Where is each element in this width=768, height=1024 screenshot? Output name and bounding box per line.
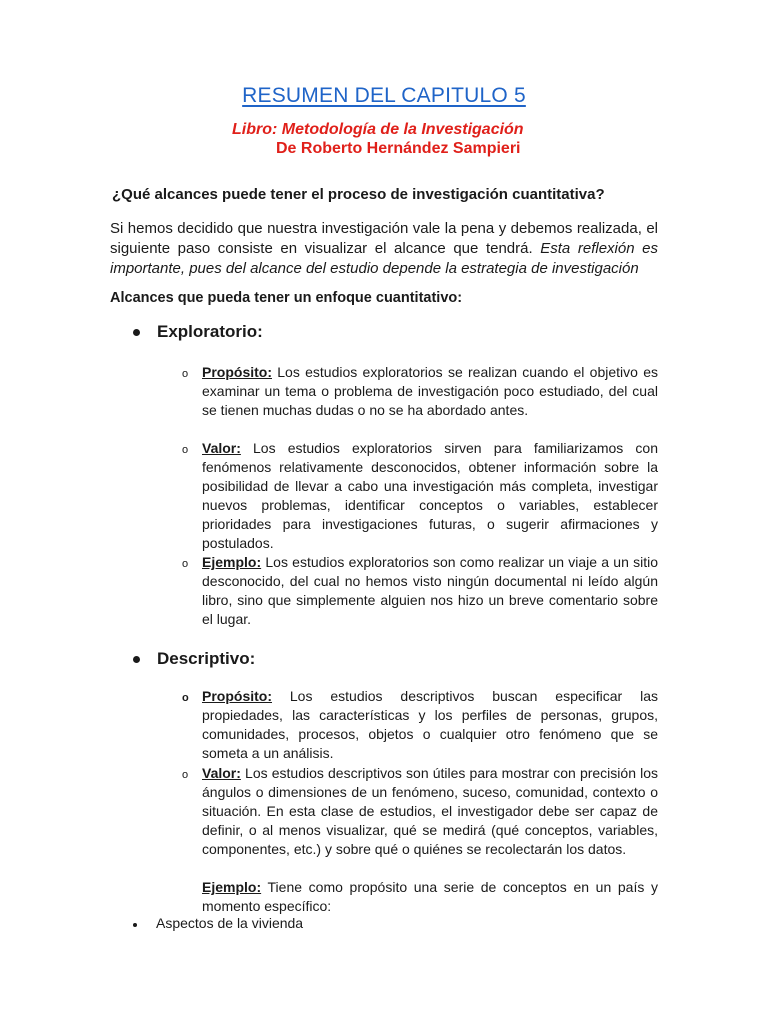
list-item-ejemplo — [202, 878, 658, 916]
item-term: Propósito: — [202, 364, 272, 380]
item-term: Propósito: — [202, 688, 272, 704]
list-item-valor — [202, 764, 658, 859]
list-marker: o — [182, 368, 189, 380]
document-title: RESUMEN DEL CAPITULO 5 — [242, 84, 526, 107]
item-term: Valor: — [202, 765, 241, 781]
intro-italic-text: Esta reflexión es importante, pues del alcance del estudio depende la estrategia de investigación — [110, 240, 658, 277]
list-item-proposito — [202, 363, 658, 420]
document-page: RESUMEN DEL CAPITULO 5 Libro: Metodología de la Investigación De Roberto Hernández Sampieri ¿Qué alcances puede tener el proceso de investigación cuantitativa? Si hemos decidido que nuestra investigación vale la pena y debemos realizada, el siguiente paso consiste en visualizar el alcance que tendrá. Esta reflexión es importante, pues del alcance del estudio depende la estrategia de investigación Alcances que pueda tener un enfoque cuantitativo: Exploratorio: o Propósito: Los estudios exploratorios se realizan cuando el objetivo es examinar un tema o problema de investigación poco estudiado, del cual se tienen muchas dudas o no se ha abordado antes. o Valor: Los estudios exploratorios sirven para familiarizamos con fenómenos relativamente desconocidos, obtener información sobre la posibilidad de llevar a cabo una investigación más completa, investigar nuevos problemas, identificar conceptos o variables, establecer prioridades para investigaciones futuras, o sugerir afirmaciones y postulados. o Ejemplo: Los estudios exploratorios son como realizar un viaje a un sitio desconocido, del cual no hemos visto ningún documental ni leído algún libro, sino que simplemente alguien nos hizo un breve comentario sobre el lugar. Descriptivo: o Propósito: Los estudios descriptivos buscan especificar las propiedades, las características y los perfiles de personas, grupos, comunidades, procesos, objetos o cualquier otro fenómeno que se someta a un análisis. o Valor: Los estudios descriptivos son útiles para mostrar con precisión los ángulos o dimensiones de un fenómeno, suceso, comunidad, contexto o situación. En esta clase de estudios, el investigador debe ser capaz de definir, o al menos visualizar, qué se medirá (qué conceptos, variables, componentes, etc.) y sobre qué o quiénes se recolectarán los datos. Ejemplo: Tiene como propósito una serie de conceptos en un país y momento específico: Aspectos de la vivienda — [0, 0, 768, 1024]
item-text: Los estudios exploratorios sirven para familiarizamos con fenómenos relativamente desconocidos, obtener información sobre la posibilidad de llevar a cabo una investigación más completa, investigar nuevos problemas, identificar conceptos o variables, establecer prioridades para investigaciones futuras, o sugerir afirmaciones y postulados. — [202, 440, 658, 551]
item-term: Ejemplo: — [202, 879, 262, 895]
item-term: Valor: — [202, 440, 241, 456]
item-text: Los estudios descriptivos buscan especificar las propiedades, las características y los perfiles de personas, grupos, comunidades, procesos, objetos o cualquier otro fenómeno que se someta a un análisis. — [202, 688, 658, 761]
item-text: Tiene como propósito una serie de conceptos en un país y momento específico: — [202, 879, 658, 914]
item-term: Ejemplo: — [202, 554, 262, 570]
book-title: Libro: Metodología de la Investigación — [232, 121, 524, 138]
list-item-proposito — [202, 687, 658, 763]
section-question: ¿Qué alcances puede tener el proceso de investigación cuantitativa? — [112, 186, 605, 203]
list-marker: o — [182, 444, 189, 456]
bullet-icon — [133, 329, 140, 336]
list-marker: o — [182, 769, 189, 781]
subheading: Alcances que pueda tener un enfoque cuantitativo: — [110, 290, 463, 306]
item-text: Los estudios exploratorios se realizan cuando el objetivo es examinar un tema o problema de investigación poco estudiado, del cual se tienen muchas dudas o no se ha abordado antes. — [202, 364, 658, 418]
item-text: Los estudios descriptivos son útiles para mostrar con precisión los ángulos o dimensiones de un fenómeno, suceso, comunidad, contexto o situación. En esta clase de estudios, el investigador debe ser capaz de definir, o al menos visualizar, qué se medirá (qué conceptos, variables, componentes, etc.) y sobre qué o quiénes se recolectarán los datos. — [202, 765, 658, 857]
list-item-ejemplo — [202, 553, 658, 629]
item-text: Los estudios exploratorios son como realizar un viaje a un sitio desconocido, del cual no hemos visto ningún documental ni leído algún libro, sino que simplemente alguien nos hizo un breve comentario sobre el lugar. — [202, 554, 658, 627]
list-marker: o — [182, 558, 189, 570]
list-item-valor — [202, 439, 658, 553]
bullet-icon — [133, 923, 137, 927]
list-marker: o — [182, 692, 189, 704]
book-author: De Roberto Hernández Sampieri — [276, 140, 521, 157]
intro-text: Si hemos decidido que nuestra investigación vale la pena y debemos realizada, el siguiente paso consiste en visualizar el alcance que tendrá. — [110, 220, 658, 257]
final-bullet-item: Aspectos de la vivienda — [156, 915, 304, 931]
intro-paragraph — [110, 219, 658, 279]
bullet-icon — [133, 656, 140, 663]
